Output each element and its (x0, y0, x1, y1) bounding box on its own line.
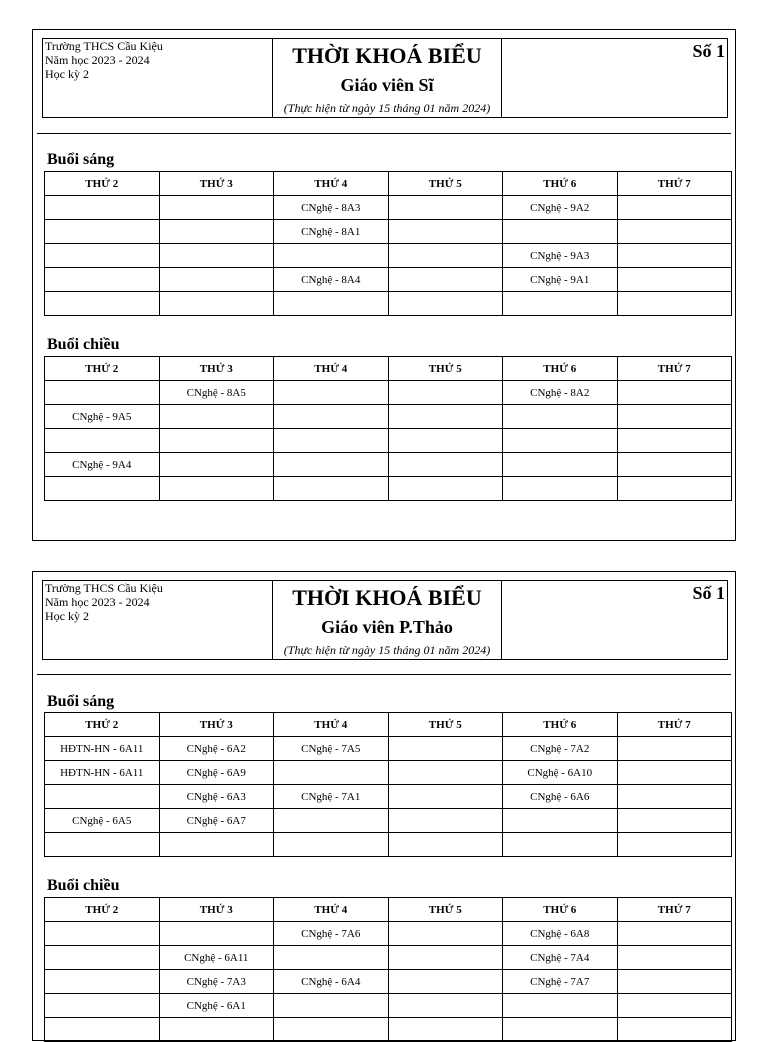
lesson-cell (159, 196, 274, 220)
period-row (45, 405, 732, 429)
lesson-cell (274, 429, 389, 453)
lesson-cell: CNghệ - 7A3 (159, 970, 274, 994)
period-row (45, 833, 732, 857)
day-header: THỨ 4 (274, 357, 389, 381)
period-row (45, 268, 732, 292)
day-header: THỨ 6 (503, 898, 618, 922)
lesson-cell (159, 1018, 274, 1042)
lesson-cell: CNghệ - 7A1 (274, 785, 389, 809)
period-row (45, 292, 732, 316)
lesson-cell (159, 405, 274, 429)
day-header: THỨ 7 (617, 172, 732, 196)
lesson-cell (503, 292, 618, 316)
lesson-cell (617, 922, 732, 946)
day-header: THỨ 3 (159, 172, 274, 196)
day-header: THỨ 2 (45, 357, 160, 381)
title-block (272, 580, 502, 660)
day-header: THỨ 7 (617, 357, 732, 381)
lesson-cell (617, 244, 732, 268)
lesson-cell (388, 1018, 503, 1042)
day-header: THỨ 5 (388, 357, 503, 381)
morning-label: Buổi sáng (47, 151, 115, 168)
lesson-cell (388, 292, 503, 316)
lesson-cell (388, 994, 503, 1018)
school-info (43, 39, 272, 117)
lesson-cell (159, 922, 274, 946)
effective-date-note: (Thực hiện từ ngày 15 tháng 01 năm 2024) (283, 101, 491, 115)
afternoon-label: Buổi chiều (47, 336, 120, 353)
lesson-cell (617, 785, 732, 809)
lesson-cell (388, 477, 503, 501)
lesson-cell: CNghệ - 8A2 (503, 381, 618, 405)
lesson-cell: CNghệ - 6A9 (159, 761, 274, 785)
lesson-cell (388, 196, 503, 220)
school-year: Năm học 2023 - 2024 (45, 53, 150, 67)
lesson-cell (388, 785, 503, 809)
period-row (45, 477, 732, 501)
lesson-cell (274, 1018, 389, 1042)
lesson-cell (388, 761, 503, 785)
lesson-cell (503, 220, 618, 244)
lesson-cell (159, 268, 274, 292)
day-header-row (45, 172, 732, 196)
timetable-number: Số 1 (692, 41, 725, 61)
lesson-cell: CNghệ - 6A10 (503, 761, 618, 785)
lesson-cell (274, 292, 389, 316)
day-header: THỨ 5 (388, 898, 503, 922)
lesson-cell: CNghệ - 6A3 (159, 785, 274, 809)
lesson-cell (503, 429, 618, 453)
lesson-cell (617, 1018, 732, 1042)
day-header: THỨ 3 (159, 357, 274, 381)
lesson-cell (388, 268, 503, 292)
teacher-name: Giáo viên P.Thảo (321, 617, 453, 637)
day-header: THỨ 4 (274, 713, 389, 737)
period-row (45, 196, 732, 220)
lesson-cell (45, 268, 160, 292)
lesson-cell (159, 292, 274, 316)
lesson-cell (617, 477, 732, 501)
lesson-cell: CNghệ - 6A11 (159, 946, 274, 970)
day-header: THỨ 4 (274, 172, 389, 196)
lesson-cell: CNghệ - 6A2 (159, 737, 274, 761)
day-header: THỨ 3 (159, 713, 274, 737)
lesson-cell (45, 196, 160, 220)
timetable-title: THỜI KHOÁ BIỂU (292, 585, 482, 610)
lesson-cell (388, 220, 503, 244)
lesson-cell: HĐTN-HN - 6A11 (45, 761, 160, 785)
day-header: THỨ 2 (45, 713, 160, 737)
lesson-cell (617, 737, 732, 761)
period-row (45, 946, 732, 970)
lesson-cell (388, 381, 503, 405)
lesson-cell (274, 477, 389, 501)
lesson-cell (503, 453, 618, 477)
period-row (45, 922, 732, 946)
teacher-name: Giáo viên Sĩ (340, 75, 434, 95)
lesson-cell (45, 946, 160, 970)
lesson-cell: CNghệ - 9A1 (503, 268, 618, 292)
afternoon-label: Buổi chiều (47, 877, 120, 894)
day-header: THỨ 7 (617, 898, 732, 922)
lesson-cell (388, 429, 503, 453)
lesson-cell (617, 196, 732, 220)
lesson-cell (45, 477, 160, 501)
lesson-cell (388, 970, 503, 994)
lesson-cell (45, 994, 160, 1018)
lesson-cell (503, 833, 618, 857)
lesson-cell (617, 970, 732, 994)
day-header: THỨ 2 (45, 172, 160, 196)
lesson-cell (45, 220, 160, 244)
lesson-cell (388, 946, 503, 970)
lesson-cell (159, 244, 274, 268)
lesson-cell: CNghệ - 8A4 (274, 268, 389, 292)
effective-date-note: (Thực hiện từ ngày 15 tháng 01 năm 2024) (283, 643, 491, 657)
lesson-cell (45, 244, 160, 268)
lesson-cell: CNghệ - 8A1 (274, 220, 389, 244)
morning-table (44, 712, 732, 857)
lesson-cell (159, 220, 274, 244)
morning-table (44, 171, 732, 316)
lesson-cell: CNghệ - 7A2 (503, 737, 618, 761)
title-block (272, 38, 502, 118)
timetable-header (42, 38, 728, 118)
lesson-cell (617, 405, 732, 429)
period-row (45, 761, 732, 785)
day-header: THỨ 5 (388, 172, 503, 196)
lesson-cell (45, 1018, 160, 1042)
lesson-cell (617, 761, 732, 785)
header-divider (37, 133, 731, 134)
lesson-cell (503, 994, 618, 1018)
lesson-cell (388, 244, 503, 268)
timetable-header (42, 580, 728, 660)
lesson-cell (617, 220, 732, 244)
period-row (45, 453, 732, 477)
lesson-cell (274, 809, 389, 833)
lesson-cell (274, 381, 389, 405)
period-row (45, 381, 732, 405)
period-row (45, 809, 732, 833)
lesson-cell (159, 429, 274, 453)
lesson-cell (159, 477, 274, 501)
lesson-cell: HĐTN-HN - 6A11 (45, 737, 160, 761)
afternoon-table (44, 356, 732, 501)
timetable-number: Số 1 (692, 583, 725, 603)
lesson-cell (617, 994, 732, 1018)
lesson-cell (45, 292, 160, 316)
lesson-cell (45, 833, 160, 857)
day-header: THỨ 6 (503, 172, 618, 196)
period-row (45, 244, 732, 268)
lesson-cell: CNghệ - 9A2 (503, 196, 618, 220)
lesson-cell (617, 381, 732, 405)
lesson-cell: CNghệ - 7A5 (274, 737, 389, 761)
day-header-row (45, 898, 732, 922)
lesson-cell (617, 833, 732, 857)
lesson-cell: CNghệ - 6A7 (159, 809, 274, 833)
lesson-cell (503, 809, 618, 833)
timetable-card-si (32, 29, 736, 541)
lesson-cell (274, 833, 389, 857)
lesson-cell (159, 453, 274, 477)
lesson-cell (274, 453, 389, 477)
day-header: THỨ 6 (503, 713, 618, 737)
lesson-cell (388, 922, 503, 946)
lesson-cell (617, 453, 732, 477)
lesson-cell (388, 453, 503, 477)
lesson-cell: CNghệ - 6A1 (159, 994, 274, 1018)
school-year: Năm học 2023 - 2024 (45, 595, 150, 609)
morning-label: Buổi sáng (47, 693, 115, 710)
lesson-cell (617, 292, 732, 316)
lesson-cell: CNghệ - 6A5 (45, 809, 160, 833)
period-row (45, 970, 732, 994)
header-divider (37, 674, 731, 675)
school-term: Học kỳ 2 (45, 609, 89, 623)
day-header: THỨ 5 (388, 713, 503, 737)
timetable-card-p-thao (32, 571, 736, 1041)
lesson-cell (617, 946, 732, 970)
lesson-cell (45, 922, 160, 946)
school-info (43, 581, 272, 659)
afternoon-table (44, 897, 732, 1042)
day-header: THỨ 6 (503, 357, 618, 381)
lesson-cell (274, 761, 389, 785)
period-row (45, 429, 732, 453)
lesson-cell (274, 244, 389, 268)
day-header: THỨ 3 (159, 898, 274, 922)
day-header-row (45, 713, 732, 737)
day-header-row (45, 357, 732, 381)
school-term: Học kỳ 2 (45, 67, 89, 81)
lesson-cell (388, 405, 503, 429)
lesson-cell (617, 809, 732, 833)
lesson-cell: CNghệ - 6A8 (503, 922, 618, 946)
day-header: THỨ 4 (274, 898, 389, 922)
period-row (45, 785, 732, 809)
lesson-cell: CNghệ - 7A4 (503, 946, 618, 970)
period-row (45, 1018, 732, 1042)
lesson-cell (388, 809, 503, 833)
lesson-cell (274, 994, 389, 1018)
period-row (45, 737, 732, 761)
lesson-cell: CNghệ - 9A4 (45, 453, 160, 477)
lesson-cell (45, 381, 160, 405)
lesson-cell (617, 268, 732, 292)
lesson-cell: CNghệ - 7A7 (503, 970, 618, 994)
lesson-cell (274, 405, 389, 429)
lesson-cell (45, 970, 160, 994)
period-row (45, 994, 732, 1018)
lesson-cell (503, 1018, 618, 1042)
day-header: THỨ 7 (617, 713, 732, 737)
period-row (45, 220, 732, 244)
lesson-cell: CNghệ - 8A3 (274, 196, 389, 220)
lesson-cell (45, 785, 160, 809)
lesson-cell: CNghệ - 6A6 (503, 785, 618, 809)
lesson-cell: CNghệ - 6A4 (274, 970, 389, 994)
lesson-cell (617, 429, 732, 453)
lesson-cell (388, 833, 503, 857)
timetable-title: THỜI KHOÁ BIỂU (292, 43, 482, 68)
lesson-cell (503, 405, 618, 429)
school-name: Trường THCS Cầu Kiệu (45, 581, 163, 595)
lesson-cell: CNghệ - 9A5 (45, 405, 160, 429)
school-name: Trường THCS Cầu Kiệu (45, 39, 163, 53)
lesson-cell (503, 477, 618, 501)
lesson-cell: CNghệ - 8A5 (159, 381, 274, 405)
lesson-cell: CNghệ - 9A3 (503, 244, 618, 268)
lesson-cell (274, 946, 389, 970)
lesson-cell (159, 833, 274, 857)
lesson-cell (45, 429, 160, 453)
day-header: THỨ 2 (45, 898, 160, 922)
lesson-cell: CNghệ - 7A6 (274, 922, 389, 946)
lesson-cell (388, 737, 503, 761)
